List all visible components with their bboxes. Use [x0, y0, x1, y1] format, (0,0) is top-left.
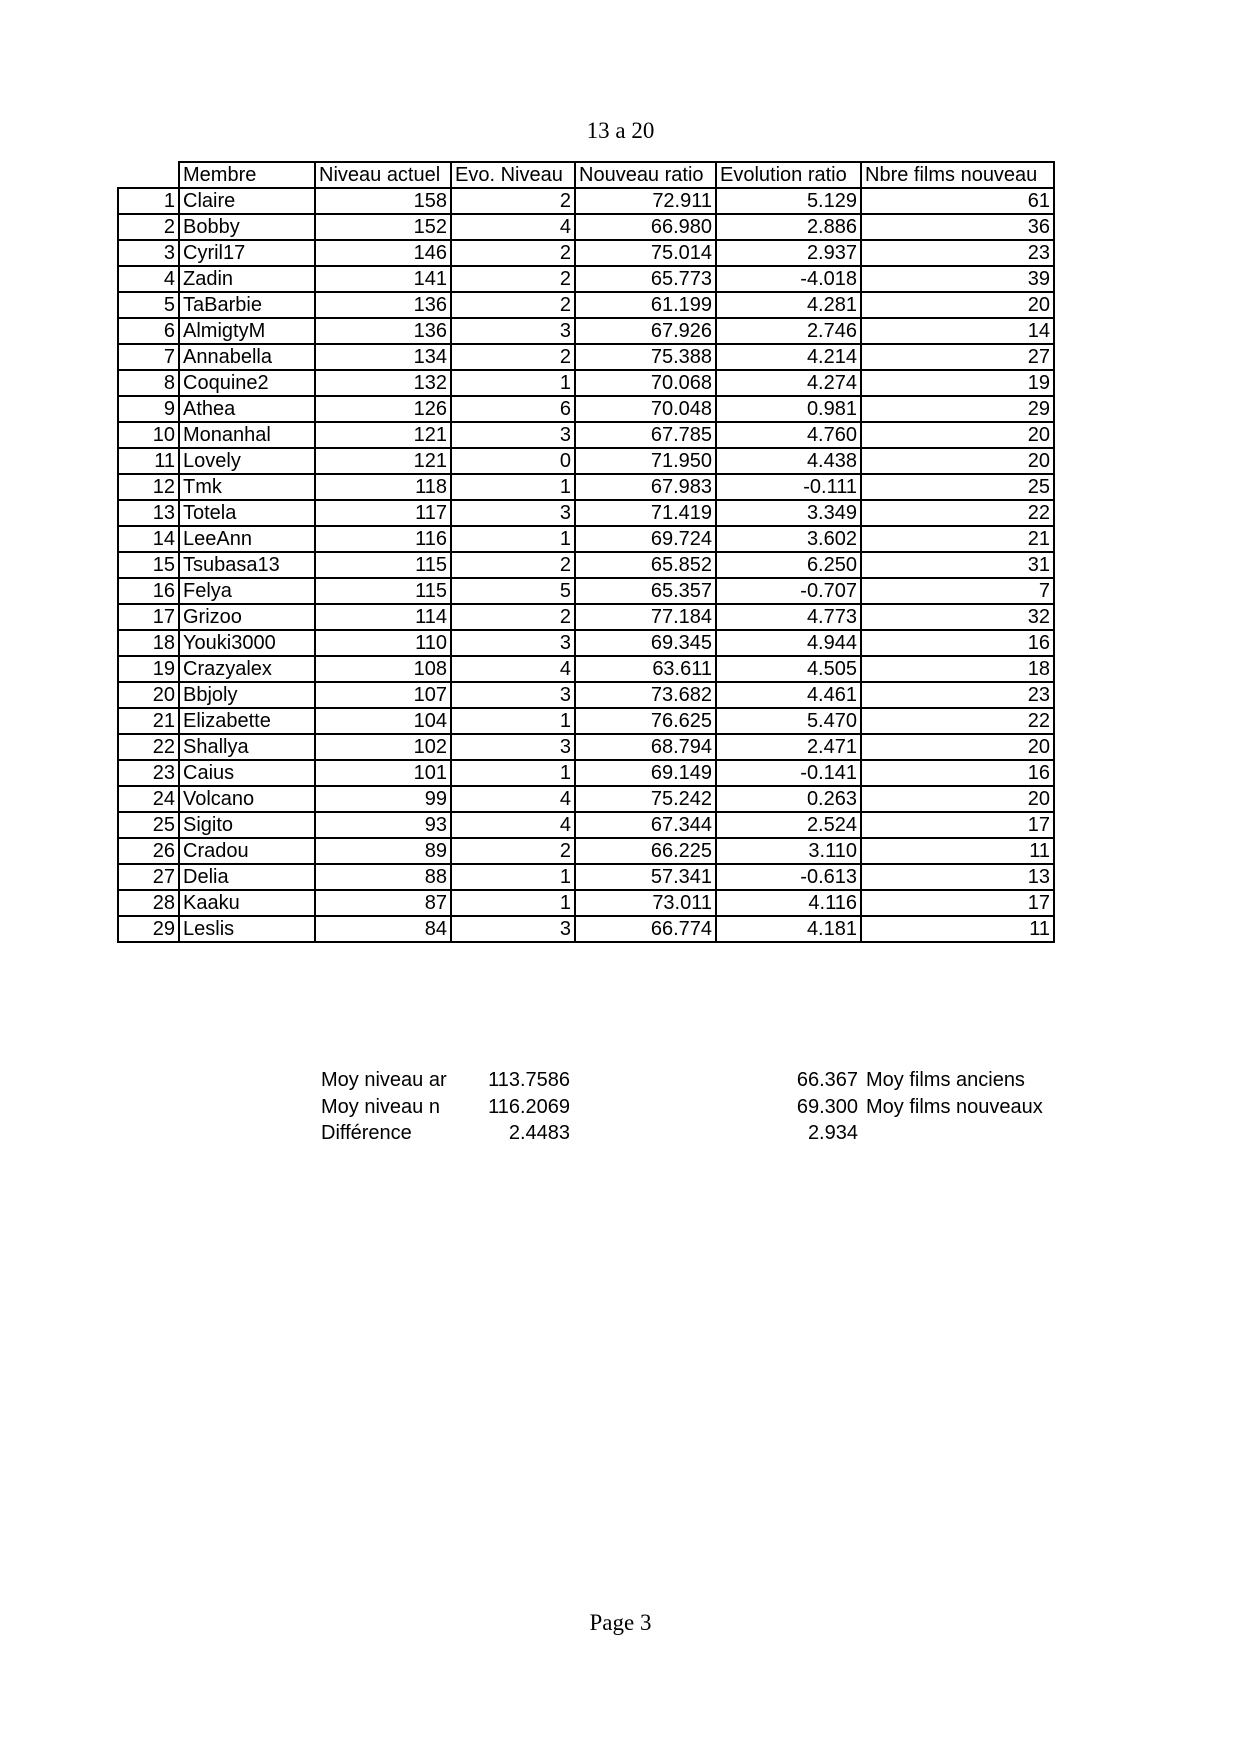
cell-rank: 27: [118, 864, 179, 890]
cell-evolution-ratio: 2.471: [716, 734, 861, 760]
table-row: [118, 266, 1054, 292]
cell-nouveau-ratio: 70.068: [575, 370, 716, 396]
cell-niveau-actuel: 134: [315, 344, 451, 370]
table-row: [118, 396, 1054, 422]
cell-niveau-actuel: 114: [315, 604, 451, 630]
table-row: [118, 474, 1054, 500]
cell-rank: 24: [118, 786, 179, 812]
cell-evo-niveau: 2: [451, 552, 575, 578]
summary-value: 66.367: [796, 1069, 858, 1091]
cell-evo-niveau: 3: [451, 682, 575, 708]
cell-nbre-films: 22: [861, 708, 1054, 734]
cell-evolution-ratio: -0.141: [716, 760, 861, 786]
cell-membre: Claire: [179, 188, 315, 214]
cell-membre: Bobby: [179, 214, 315, 240]
cell-evolution-ratio: 2.524: [716, 812, 861, 838]
cell-rank: 19: [118, 656, 179, 682]
cell-membre: Delia: [179, 864, 315, 890]
cell-rank: 22: [118, 734, 179, 760]
cell-nouveau-ratio: 72.911: [575, 188, 716, 214]
table-row: [118, 838, 1054, 864]
cell-rank: 11: [118, 448, 179, 474]
cell-evolution-ratio: 0.263: [716, 786, 861, 812]
cell-nouveau-ratio: 75.014: [575, 240, 716, 266]
cell-rank: 2: [118, 214, 179, 240]
cell-nouveau-ratio: 68.794: [575, 734, 716, 760]
cell-nouveau-ratio: 70.048: [575, 396, 716, 422]
cell-evolution-ratio: 5.129: [716, 188, 861, 214]
cell-nouveau-ratio: 61.199: [575, 292, 716, 318]
cell-rank: 15: [118, 552, 179, 578]
table-row: [118, 526, 1054, 552]
cell-evo-niveau: 1: [451, 890, 575, 916]
cell-rank: 25: [118, 812, 179, 838]
cell-nbre-films: 13: [861, 864, 1054, 890]
table-row: [118, 578, 1054, 604]
cell-evolution-ratio: 0.981: [716, 396, 861, 422]
cell-membre: Monanhal: [179, 422, 315, 448]
cell-nbre-films: 31: [861, 552, 1054, 578]
cell-nbre-films: 27: [861, 344, 1054, 370]
cell-membre: Athea: [179, 396, 315, 422]
cell-nbre-films: 17: [861, 812, 1054, 838]
cell-nbre-films: 20: [861, 786, 1054, 812]
members-table: [117, 161, 1055, 943]
cell-nbre-films: 11: [861, 916, 1054, 942]
table-row: [118, 422, 1054, 448]
cell-evo-niveau: 3: [451, 734, 575, 760]
cell-membre: LeeAnn: [179, 526, 315, 552]
cell-evolution-ratio: 4.274: [716, 370, 861, 396]
cell-nouveau-ratio: 66.980: [575, 214, 716, 240]
cell-niveau-actuel: 107: [315, 682, 451, 708]
cell-nbre-films: 29: [861, 396, 1054, 422]
cell-rank: 29: [118, 916, 179, 942]
cell-evolution-ratio: 4.505: [716, 656, 861, 682]
table-row: [118, 292, 1054, 318]
cell-rank: 8: [118, 370, 179, 396]
column-header-evo-niveau: Evo. Niveau: [451, 162, 575, 188]
cell-rank: 12: [118, 474, 179, 500]
table-row: [118, 916, 1054, 942]
cell-rank: 16: [118, 578, 179, 604]
cell-evo-niveau: 1: [451, 708, 575, 734]
cell-niveau-actuel: 101: [315, 760, 451, 786]
cell-evo-niveau: 2: [451, 292, 575, 318]
cell-evo-niveau: 4: [451, 656, 575, 682]
cell-nouveau-ratio: 75.388: [575, 344, 716, 370]
cell-evo-niveau: 1: [451, 526, 575, 552]
cell-membre: Shallya: [179, 734, 315, 760]
cell-evo-niveau: 3: [451, 500, 575, 526]
cell-membre: Felya: [179, 578, 315, 604]
summary-label: Moy films anciens: [866, 1069, 1025, 1091]
cell-evolution-ratio: 4.181: [716, 916, 861, 942]
summary-label: Moy films nouveaux: [866, 1095, 1043, 1118]
cell-evolution-ratio: -0.707: [716, 578, 861, 604]
cell-niveau-actuel: 115: [315, 578, 451, 604]
cell-nbre-films: 23: [861, 240, 1054, 266]
summary-left-labels: [321, 1067, 447, 1147]
cell-nbre-films: 23: [861, 682, 1054, 708]
table-row: [118, 682, 1054, 708]
cell-rank: 3: [118, 240, 179, 266]
cell-evo-niveau: 5: [451, 578, 575, 604]
cell-nouveau-ratio: 76.625: [575, 708, 716, 734]
cell-rank: 28: [118, 890, 179, 916]
cell-evo-niveau: 2: [451, 266, 575, 292]
cell-membre: Tmk: [179, 474, 315, 500]
cell-membre: Cradou: [179, 838, 315, 864]
cell-membre: Zadin: [179, 266, 315, 292]
cell-evo-niveau: 1: [451, 474, 575, 500]
table-row: [118, 552, 1054, 578]
cell-membre: Sigito: [179, 812, 315, 838]
cell-nouveau-ratio: 73.011: [575, 890, 716, 916]
cell-evo-niveau: 4: [451, 786, 575, 812]
cell-niveau-actuel: 104: [315, 708, 451, 734]
cell-niveau-actuel: 126: [315, 396, 451, 422]
cell-membre: Annabella: [179, 344, 315, 370]
cell-niveau-actuel: 152: [315, 214, 451, 240]
summary-label: [866, 1120, 1043, 1147]
cell-nbre-films: 20: [861, 292, 1054, 318]
cell-niveau-actuel: 146: [315, 240, 451, 266]
cell-nbre-films: 20: [861, 448, 1054, 474]
cell-niveau-actuel: 84: [315, 916, 451, 942]
table-row: [118, 500, 1054, 526]
cell-nouveau-ratio: 69.149: [575, 760, 716, 786]
summary-label: Différence: [321, 1122, 412, 1144]
cell-evo-niveau: 2: [451, 240, 575, 266]
cell-membre: Cyril17: [179, 240, 315, 266]
cell-rank: 14: [118, 526, 179, 552]
cell-nbre-films: 17: [861, 890, 1054, 916]
cell-membre: Volcano: [179, 786, 315, 812]
cell-evolution-ratio: 4.281: [716, 292, 861, 318]
cell-membre: Tsubasa13: [179, 552, 315, 578]
cell-niveau-actuel: 121: [315, 422, 451, 448]
table-row: [118, 448, 1054, 474]
summary-value: 2.4483: [508, 1122, 570, 1144]
cell-evolution-ratio: 3.349: [716, 500, 861, 526]
cell-evolution-ratio: 4.214: [716, 344, 861, 370]
cell-niveau-actuel: 89: [315, 838, 451, 864]
cell-niveau-actuel: 117: [315, 500, 451, 526]
cell-evo-niveau: 3: [451, 422, 575, 448]
cell-membre: Leslis: [179, 916, 315, 942]
cell-nouveau-ratio: 63.611: [575, 656, 716, 682]
table-header-row: [118, 162, 1054, 188]
table-row: [118, 864, 1054, 890]
summary-label: Moy niveau n: [321, 1095, 440, 1118]
table-row: [118, 656, 1054, 682]
cell-evo-niveau: 1: [451, 760, 575, 786]
cell-rank: 10: [118, 422, 179, 448]
cell-nbre-films: 25: [861, 474, 1054, 500]
cell-evolution-ratio: 3.110: [716, 838, 861, 864]
cell-evo-niveau: 4: [451, 812, 575, 838]
cell-evo-niveau: 1: [451, 864, 575, 890]
table-row: [118, 760, 1054, 786]
summary-value: 2.934: [807, 1122, 858, 1144]
cell-evo-niveau: 4: [451, 214, 575, 240]
cell-nouveau-ratio: 66.225: [575, 838, 716, 864]
cell-evo-niveau: 2: [451, 604, 575, 630]
cell-niveau-actuel: 108: [315, 656, 451, 682]
cell-nouveau-ratio: 67.983: [575, 474, 716, 500]
cell-rank: 1: [118, 188, 179, 214]
cell-evo-niveau: 2: [451, 838, 575, 864]
cell-nbre-films: 20: [861, 734, 1054, 760]
cell-rank: 9: [118, 396, 179, 422]
column-header-nouveau-ratio: Nouveau ratio: [575, 162, 716, 188]
cell-evo-niveau: 3: [451, 318, 575, 344]
cell-niveau-actuel: 136: [315, 292, 451, 318]
cell-evolution-ratio: 4.773: [716, 604, 861, 630]
cell-nouveau-ratio: 77.184: [575, 604, 716, 630]
cell-rank: 5: [118, 292, 179, 318]
cell-niveau-actuel: 115: [315, 552, 451, 578]
cell-nouveau-ratio: 67.926: [575, 318, 716, 344]
cell-nbre-films: 39: [861, 266, 1054, 292]
page-header-title: 13 a 20: [586, 118, 655, 143]
cell-rank: 4: [118, 266, 179, 292]
cell-membre: Bbjoly: [179, 682, 315, 708]
cell-nouveau-ratio: 71.419: [575, 500, 716, 526]
cell-evolution-ratio: -0.613: [716, 864, 861, 890]
cell-niveau-actuel: 87: [315, 890, 451, 916]
cell-niveau-actuel: 99: [315, 786, 451, 812]
cell-rank: 26: [118, 838, 179, 864]
table-row: [118, 214, 1054, 240]
cell-evolution-ratio: 2.886: [716, 214, 861, 240]
cell-nbre-films: 21: [861, 526, 1054, 552]
cell-evolution-ratio: 4.944: [716, 630, 861, 656]
cell-nbre-films: 32: [861, 604, 1054, 630]
summary-left-values: [440, 1067, 570, 1147]
cell-nouveau-ratio: 65.773: [575, 266, 716, 292]
cell-nbre-films: 11: [861, 838, 1054, 864]
cell-rank: 7: [118, 344, 179, 370]
cell-rank: 23: [118, 760, 179, 786]
cell-nouveau-ratio: 69.724: [575, 526, 716, 552]
cell-nouveau-ratio: 71.950: [575, 448, 716, 474]
column-header-niveau-actuel: Niveau actuel: [315, 162, 451, 188]
cell-evolution-ratio: 5.470: [716, 708, 861, 734]
cell-evo-niveau: 1: [451, 370, 575, 396]
cell-evo-niveau: 0: [451, 448, 575, 474]
cell-niveau-actuel: 116: [315, 526, 451, 552]
cell-nbre-films: 22: [861, 500, 1054, 526]
cell-membre: Grizoo: [179, 604, 315, 630]
cell-evolution-ratio: 3.602: [716, 526, 861, 552]
cell-rank: 6: [118, 318, 179, 344]
cell-evolution-ratio: -0.111: [716, 474, 861, 500]
table-row: [118, 240, 1054, 266]
cell-membre: Totela: [179, 500, 315, 526]
table-row: [118, 630, 1054, 656]
table-row: [118, 734, 1054, 760]
cell-evolution-ratio: 4.461: [716, 682, 861, 708]
cell-evolution-ratio: 4.438: [716, 448, 861, 474]
cell-niveau-actuel: 118: [315, 474, 451, 500]
cell-niveau-actuel: 136: [315, 318, 451, 344]
cell-evolution-ratio: 4.760: [716, 422, 861, 448]
table-row: [118, 370, 1054, 396]
cell-nbre-films: 16: [861, 760, 1054, 786]
cell-evo-niveau: 2: [451, 344, 575, 370]
cell-nouveau-ratio: 75.242: [575, 786, 716, 812]
cell-membre: Caius: [179, 760, 315, 786]
cell-evolution-ratio: -4.018: [716, 266, 861, 292]
cell-nouveau-ratio: 69.345: [575, 630, 716, 656]
cell-evolution-ratio: 2.746: [716, 318, 861, 344]
cell-nbre-films: 14: [861, 318, 1054, 344]
cell-evolution-ratio: 4.116: [716, 890, 861, 916]
cell-nouveau-ratio: 65.357: [575, 578, 716, 604]
cell-membre: Youki3000: [179, 630, 315, 656]
cell-membre: Elizabette: [179, 708, 315, 734]
cell-rank: 18: [118, 630, 179, 656]
table-row: [118, 344, 1054, 370]
cell-niveau-actuel: 102: [315, 734, 451, 760]
cell-nouveau-ratio: 66.774: [575, 916, 716, 942]
cell-evo-niveau: 2: [451, 188, 575, 214]
summary-label: Moy niveau ar: [321, 1069, 447, 1091]
cell-niveau-actuel: 93: [315, 812, 451, 838]
cell-rank: 20: [118, 682, 179, 708]
column-header-rank: [118, 162, 179, 188]
summary-right-values: [760, 1067, 858, 1147]
cell-nouveau-ratio: 67.785: [575, 422, 716, 448]
cell-membre: AlmigtyM: [179, 318, 315, 344]
cell-nbre-films: 7: [861, 578, 1054, 604]
table-row: [118, 812, 1054, 838]
cell-nouveau-ratio: 57.341: [575, 864, 716, 890]
cell-membre: Lovely: [179, 448, 315, 474]
cell-membre: TaBarbie: [179, 292, 315, 318]
table-body: [118, 188, 1054, 942]
cell-membre: Coquine2: [179, 370, 315, 396]
cell-niveau-actuel: 132: [315, 370, 451, 396]
column-header-evolution-ratio: Evolution ratio: [716, 162, 861, 188]
column-header-nbre-films: Nbre films nouveau: [861, 162, 1054, 188]
cell-membre: Crazyalex: [179, 656, 315, 682]
summary-value: 69.300: [796, 1095, 858, 1118]
table-row: [118, 604, 1054, 630]
cell-niveau-actuel: 88: [315, 864, 451, 890]
table-row: [118, 318, 1054, 344]
cell-nouveau-ratio: 73.682: [575, 682, 716, 708]
cell-niveau-actuel: 158: [315, 188, 451, 214]
cell-evolution-ratio: 2.937: [716, 240, 861, 266]
page-number: Page 3: [589, 1610, 652, 1635]
table-row: [118, 890, 1054, 916]
cell-niveau-actuel: 141: [315, 266, 451, 292]
cell-evo-niveau: 3: [451, 630, 575, 656]
cell-rank: 17: [118, 604, 179, 630]
cell-rank: 13: [118, 500, 179, 526]
summary-value: 116.2069: [488, 1095, 570, 1118]
table-row: [118, 786, 1054, 812]
cell-nouveau-ratio: 67.344: [575, 812, 716, 838]
cell-nbre-films: 20: [861, 422, 1054, 448]
table-row: [118, 188, 1054, 214]
cell-nbre-films: 61: [861, 188, 1054, 214]
cell-evolution-ratio: 6.250: [716, 552, 861, 578]
cell-membre: Kaaku: [179, 890, 315, 916]
cell-niveau-actuel: 110: [315, 630, 451, 656]
cell-nbre-films: 19: [861, 370, 1054, 396]
table-row: [118, 708, 1054, 734]
cell-nbre-films: 18: [861, 656, 1054, 682]
cell-evo-niveau: 3: [451, 916, 575, 942]
cell-nbre-films: 36: [861, 214, 1054, 240]
cell-nbre-films: 16: [861, 630, 1054, 656]
cell-evo-niveau: 6: [451, 396, 575, 422]
cell-rank: 21: [118, 708, 179, 734]
cell-niveau-actuel: 121: [315, 448, 451, 474]
summary-right-labels: [866, 1067, 1043, 1147]
summary-value: 113.7586: [488, 1069, 570, 1091]
column-header-membre: Membre: [179, 162, 315, 188]
cell-nouveau-ratio: 65.852: [575, 552, 716, 578]
